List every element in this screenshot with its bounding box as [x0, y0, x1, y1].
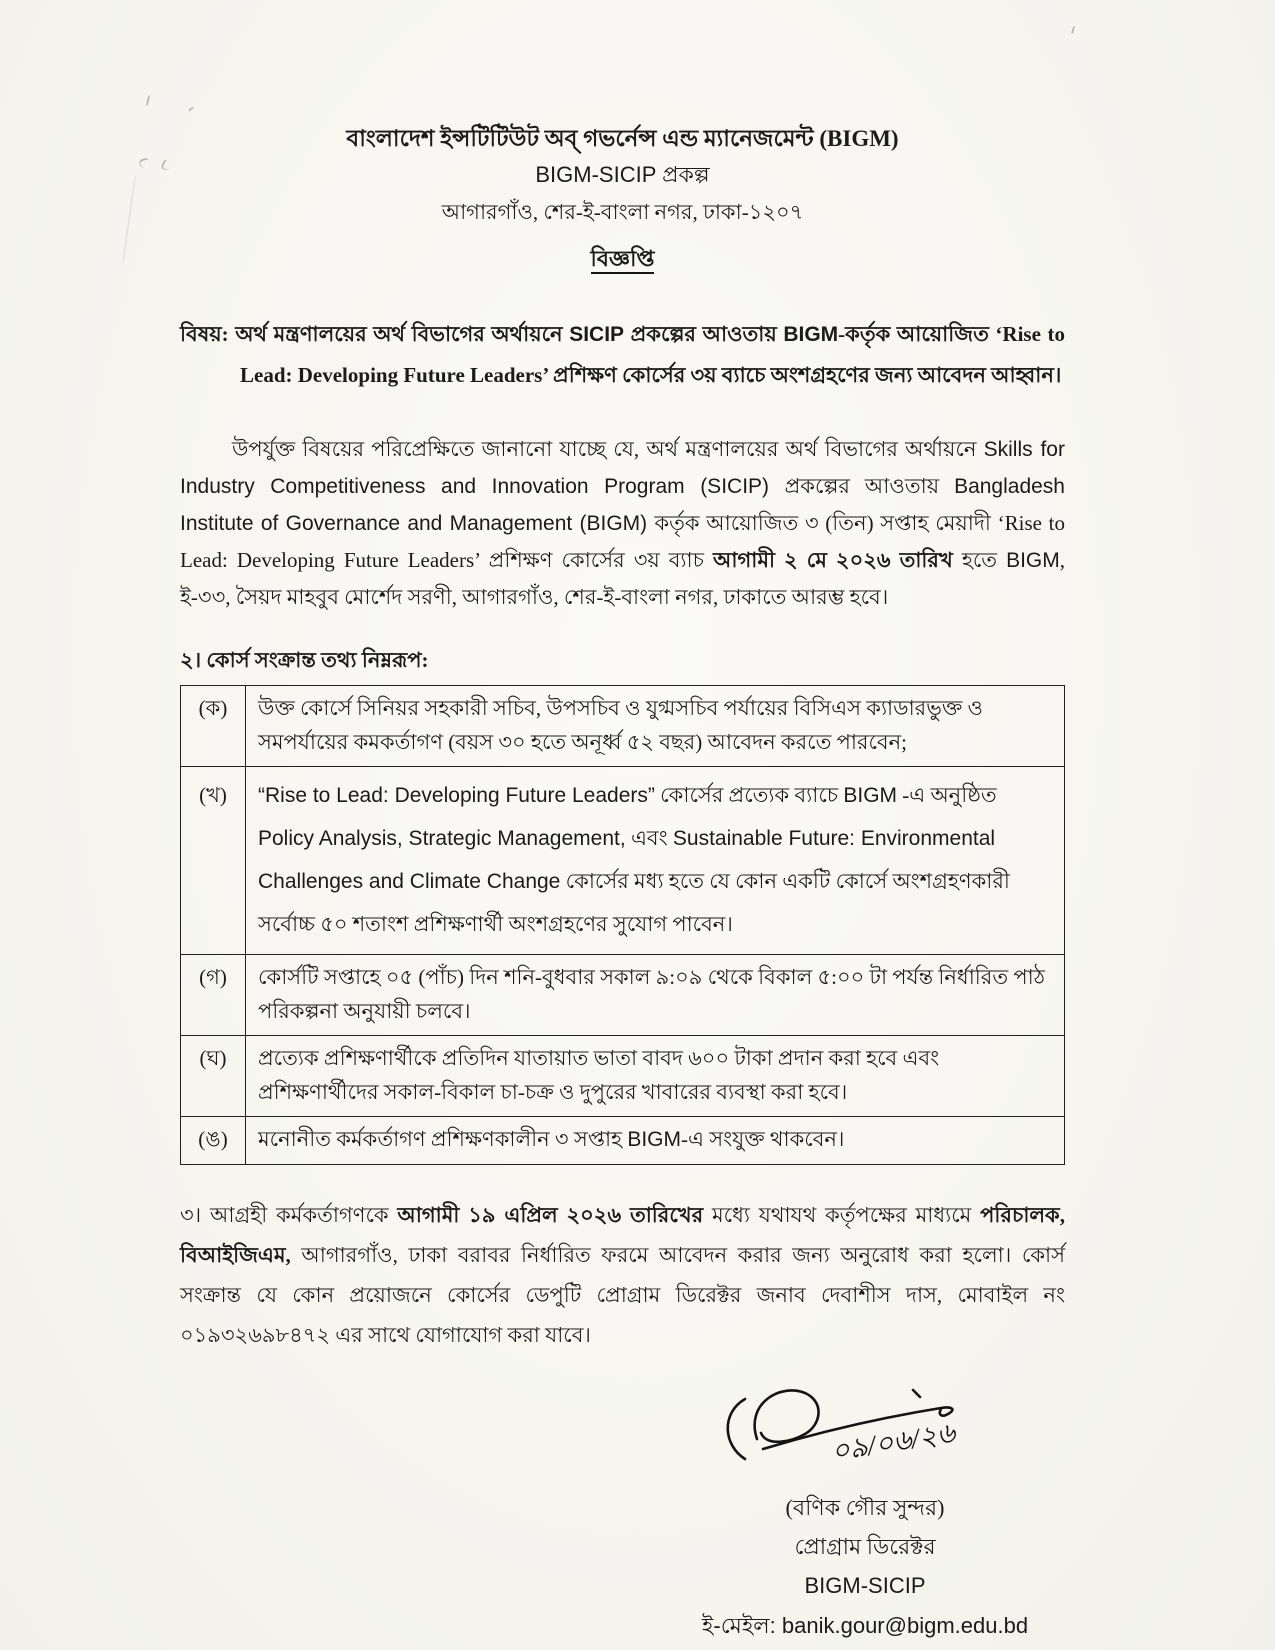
text-segment: -এ সংযুক্ত থাকবেন।	[681, 1127, 845, 1151]
signature-stroke	[913, 1390, 920, 1397]
table-row-content	[246, 686, 1065, 767]
table-row	[181, 955, 1065, 1036]
text-segment: হতে	[952, 548, 1007, 572]
table-row-content	[246, 1036, 1065, 1117]
text-segment: কর্তৃক আয়োজিত ৩ (তিন) সপ্তাহ মেয়াদী	[654, 511, 998, 535]
table-row-label: (ঙ)	[181, 1117, 246, 1165]
text-segment: পরিচালক, বিআইজিএম,	[180, 1203, 1065, 1267]
section-2-heading: ২। কোর্স সংক্রান্ত তথ্য নিম্নরূপ:	[180, 648, 429, 672]
notice-title: বিজ্ঞপ্তি	[591, 246, 655, 274]
text-segment: কোর্সের মধ্য হতে যে কোন একটি কোর্সে অংশগ্রহণকারী সর্বোচ্চ ৫০ শতাংশ প্রশিক্ষণার্থী অংশগ্রহণের সুযোগ পাবেন।	[258, 869, 1010, 936]
text-segment: মধ্যে যথাযথ কর্তৃপক্ষের মাধ্যমে	[703, 1203, 981, 1227]
pen-mark	[160, 159, 171, 171]
text-segment: BIGM	[1006, 549, 1060, 572]
text-segment: “Rise to Lead: Developing Future Leaders”	[258, 784, 655, 807]
organization-address: আগারগাঁও, শের-ই-বাংলা নগর, ঢাকা-১২০৭	[441, 200, 804, 224]
text-segment: আগারগাঁও, ঢাকা বরাবর নির্ধারিত ফরমে আবেদন করার জন্য অনুরোধ করা হলো। কোর্স সংক্রান্ত যে কোন প্রয়োজনে কোর্সের ডেপুটি প্রোগ্রাম ডিরেক্টর জনাব দেবাশীস দাস, মোবাইল নং ০১৯৩২৬৯৮৪৭২ এর সাথে যোগাযোগ করা যাবে।	[180, 1243, 1065, 1347]
text-segment: প্রশিক্ষণ কোর্সের ৩য় ব্যাচে অংশগ্রহণের জন্য আবেদন আহ্বান।	[547, 363, 1062, 387]
text-segment: BIGM	[627, 1128, 681, 1151]
table-row-label: (ক)	[181, 686, 246, 767]
table-row-label: (ঘ)	[181, 1036, 246, 1117]
signature-block	[680, 1377, 1050, 1646]
text-segment: আগামী ১৯ এপ্রিল ২০২৬ তারিখের	[397, 1203, 704, 1227]
signatory-email: ই-মেইল: banik.gour@bigm.edu.bd	[701, 1613, 1029, 1638]
text-segment: উপর্যুক্ত বিষয়ের পরিপ্রেক্ষিতে জানানো যাচ্ছে যে, অর্থ মন্ত্রণালয়ের অর্থ বিভাগের অর্থায়নে	[232, 437, 984, 461]
text-segment: প্রশিক্ষণ কোর্সের ৩য় ব্যাচ	[488, 548, 713, 572]
text-segment: প্রকল্পের আওতায়	[624, 322, 784, 346]
text-segment: ৩। আগ্রহী কর্মকর্তাগণকে	[180, 1203, 398, 1227]
text-segment: ‘Rise to Lead: Developing Future Leaders’	[180, 511, 1066, 572]
table-row-label: (খ)	[181, 767, 246, 955]
text-segment: মনোনীত কর্মকর্তাগণ প্রশিক্ষণকালীন ৩ সপ্তাহ	[258, 1127, 628, 1151]
text-segment: Sustainable Future: Environmental Challenges and Climate Change	[258, 827, 996, 893]
pen-mark	[138, 157, 150, 169]
pen-mark	[188, 106, 194, 111]
text-segment: কোর্সটি সপ্তাহে ০৫ (পাঁচ) দিন শনি-বুধবার সকাল ৯:০৯ থেকে বিকাল ৫:০০ টা পর্যন্ত নির্ধারিত পাঠ পরিকল্পনা অনুযায়ী চলবে।	[258, 965, 1045, 1023]
text-segment: Skills for Industry Competitiveness and Innovation Program (SICIP)	[180, 438, 1065, 498]
text-segment: বিষয়: অর্থ মন্ত্রণালয়ের অর্থ বিভাগের অর্থায়নে	[180, 322, 570, 346]
table-row-content	[246, 1117, 1065, 1165]
text-segment: Policy Analysis, Strategic Management,	[258, 827, 626, 850]
signatory-name: (বণিক গৌর সুন্দর)	[785, 1495, 945, 1520]
table-row-label: (গ)	[181, 955, 246, 1036]
text-segment: SICIP	[569, 323, 625, 346]
text-segment: BIGM	[783, 323, 839, 346]
table-row	[181, 1036, 1065, 1117]
organization-name: বাংলাদেশ ইন্সটিটিউট অব্ গভর্নেন্স এন্ড ম্যানেজমেন্ট (BIGM)	[346, 126, 899, 151]
table-row-content	[246, 955, 1065, 1036]
paragraph-1-text	[180, 437, 1065, 609]
pen-mark	[146, 95, 151, 106]
text-segment: এবং	[625, 826, 673, 850]
text-segment: উক্ত কোর্সে সিনিয়র সহকারী সচিব, উপসচিব ও যুগ্মসচিব পর্যায়ের বিসিএস ক্যাডারভুক্ত ও সমপর্যায়ের কমকর্তাগণ (বয়স ৩০ হতে অনূর্ধ্ব ৫২ বছর) আবেদন করতে পারবেন;	[258, 696, 983, 754]
text-segment: প্রত্যেক প্রশিক্ষণার্থীকে প্রতিদিন যাতায়াত ভাতা বাবদ ৬০০ টাকা প্রদান করা হবে এবং প্রশিক্ষণার্থীদের সকাল-বিকাল চা-চক্র ও দুপুরের খাবারের ব্যবস্থা করা হবে।	[258, 1046, 940, 1104]
body-paragraph-3	[180, 1195, 1065, 1355]
handwritten-date: ০৯/০৬/২৬	[829, 1417, 958, 1468]
text-segment: কোর্সের প্রত্যেক ব্যাচে	[654, 783, 844, 807]
signature-stroke	[755, 1390, 819, 1441]
project-name: BIGM-SICIP প্রকল্প	[535, 162, 710, 187]
scan-smudge	[122, 175, 137, 264]
letterhead	[180, 122, 1065, 230]
text-segment: Bangladesh Institute of Governance and Management (BIGM)	[180, 475, 1065, 535]
text-segment: ‘Rise to Lead: Developing Future Leaders’	[240, 322, 1065, 387]
table-row	[181, 1117, 1065, 1165]
table-row-content	[246, 767, 1065, 955]
text-segment: BIGM	[843, 784, 898, 807]
text-segment: আগামী ২ মে ২০২৬ তারিখ	[712, 548, 953, 572]
course-info-table	[180, 685, 1065, 1165]
body-paragraph-1	[180, 431, 1065, 615]
table-row	[181, 686, 1065, 767]
table-row	[181, 767, 1065, 955]
signature-stroke	[728, 1399, 745, 1459]
pen-mark	[1071, 26, 1075, 34]
handwritten-signature	[715, 1377, 1015, 1492]
subject-line	[180, 314, 1065, 395]
text-segment: , ই-৩৩, সৈয়দ মাহবুব মোর্শেদ সরণী, আগারগাঁও, শের-ই-বাংলা নগর, ঢাকাতে আরম্ভ হবে।	[180, 548, 1065, 609]
signatory-organization: BIGM-SICIP	[804, 1573, 926, 1598]
text-segment: -কর্তৃক আয়োজিত	[838, 322, 996, 346]
notice-title-wrap	[180, 242, 1065, 276]
text-segment: -এ অনুষ্ঠিত	[897, 783, 997, 807]
signatory-title: প্রোগ্রাম ডিরেক্টর	[794, 1534, 936, 1559]
text-segment: প্রকল্পের আওতায়	[784, 474, 955, 498]
